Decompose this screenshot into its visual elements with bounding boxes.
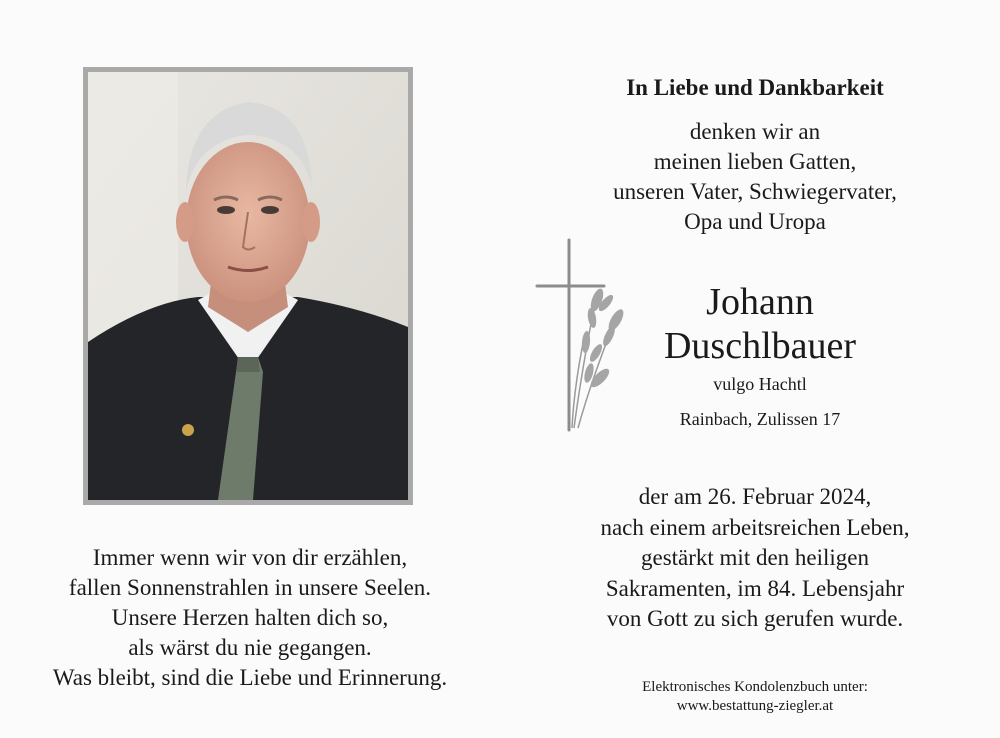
poem-line: Was bleibt, sind die Liebe und Erinnerung. <box>52 665 448 690</box>
last-name: Duschlbauer <box>663 325 857 367</box>
portrait-photo <box>88 72 408 500</box>
intro-line: Opa und Uropa <box>684 209 826 234</box>
intro-text <box>520 117 990 237</box>
obituary-line: nach einem arbeitsreichen Leben, <box>600 514 910 540</box>
intro-line: meinen lieben Gatten, <box>653 149 857 174</box>
poem-line: als wärst du nie gegangen. <box>128 635 372 660</box>
deceased-name-block <box>620 280 900 430</box>
nickname: vulgo Hachtl <box>713 374 807 394</box>
obituary-line: von Gott zu sich gerufen wurde. <box>606 606 904 631</box>
poem-line: Immer wenn wir von dir erzählen, <box>92 545 408 570</box>
memorial-poem <box>10 543 490 693</box>
first-name: Johann <box>706 281 814 323</box>
obituary-line: gestärkt mit den heiligen <box>640 545 870 570</box>
condolence-url[interactable]: www.bestattung-ziegler.at <box>676 698 834 714</box>
condolence-info <box>560 678 950 716</box>
poem-line: Unsere Herzen halten dich so, <box>111 605 389 630</box>
poem-line: fallen Sonnenstrahlen in unsere Seelen. <box>68 575 432 600</box>
condolence-label: Elektronisches Kondolenzbuch unter: <box>642 679 868 695</box>
obituary-line: Sakramenten, im 84. Lebensjahr <box>605 575 905 601</box>
intro-line: denken wir an <box>689 119 821 144</box>
obituary-text <box>520 482 990 635</box>
card-heading: In Liebe und Dankbarkeit <box>626 75 884 100</box>
intro-line: unseren Vater, Schwiegervater, <box>613 179 897 204</box>
cross-wheat-icon <box>534 238 630 433</box>
address: Rainbach, Zulissen 17 <box>679 409 841 429</box>
portrait-frame <box>83 67 413 505</box>
obituary-line: der am 26. Februar 2024, <box>638 484 872 509</box>
